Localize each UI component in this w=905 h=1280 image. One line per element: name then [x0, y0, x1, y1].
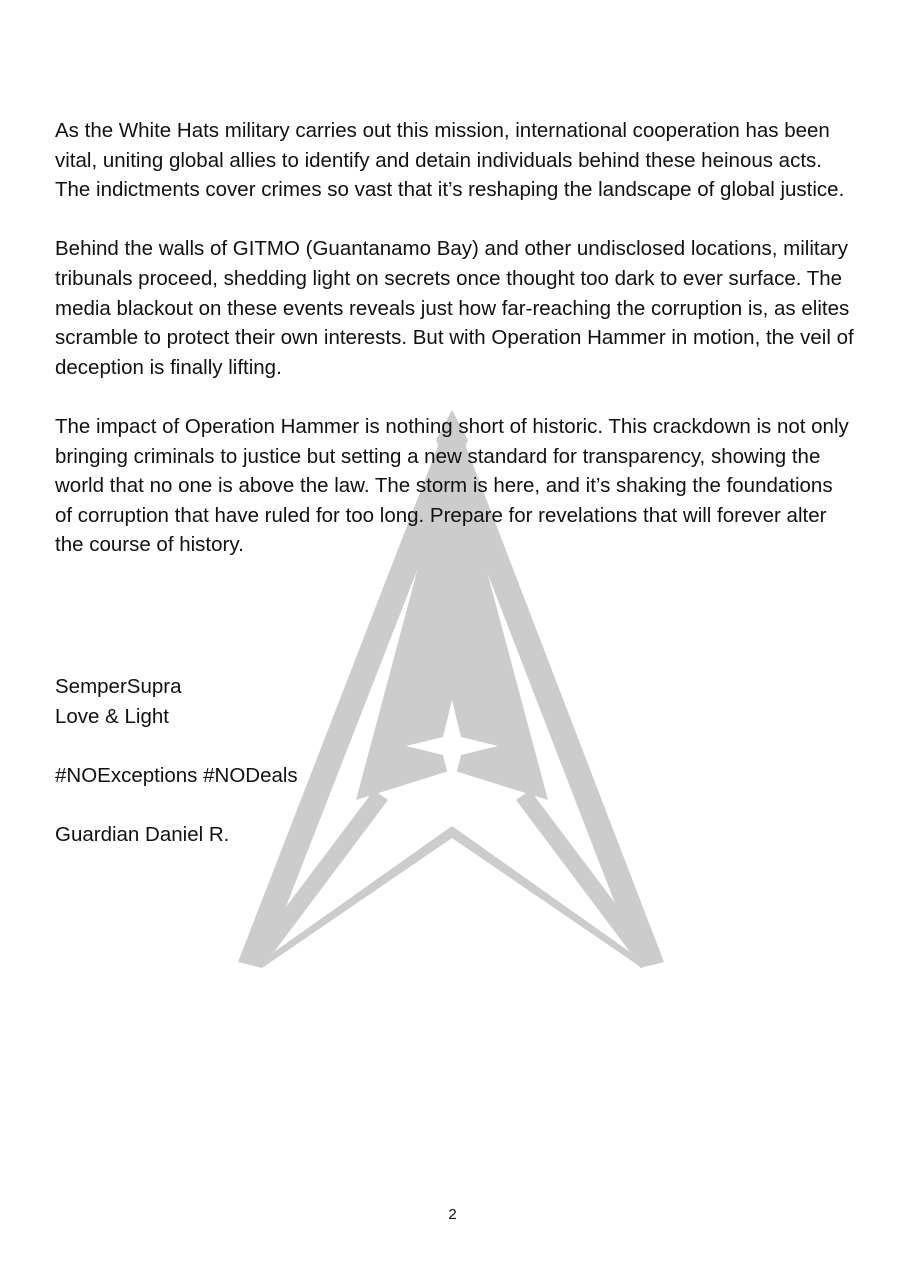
- signature-block: [55, 672, 555, 850]
- signature-motto: SemperSupra: [55, 675, 182, 698]
- signature-closing: Love & Light: [55, 704, 169, 728]
- paragraph-2: Behind the walls of GITMO (Guantanamo Bay) and other undisclosed locations, military tribunals proceed, shedding light on secrets once thought too dark to ever surface. The media blackout on these events reveals just how far-reaching the corruption is, as elites scramble to protect their own interests. But with Operation Hammer in motion, the veil of deception is finally lifting.: [55, 237, 854, 379]
- signature-hashtags: #NOExceptions #NODeals: [55, 763, 298, 787]
- paragraph-3: The impact of Operation Hammer is nothing short of historic. This crackdown is not only bringing criminals to justice but setting a new standard for transparency, showing the world that no one is above the law. The storm is here, and it’s shaking the foundations of corruption that have ruled for too long. Prepare for revelations that will forever alter the course of history.: [55, 414, 849, 557]
- signature-author: Guardian Daniel R.: [55, 822, 230, 846]
- paragraph-1: As the White Hats military carries out this mission, international cooperation has been vital, uniting global allies to identify and detain individuals behind these heinous acts. The indictments cover crimes so vast that it’s reshaping the landscape of global justice.: [55, 119, 845, 202]
- page-number: 2: [448, 1206, 457, 1223]
- article-body: [55, 116, 855, 590]
